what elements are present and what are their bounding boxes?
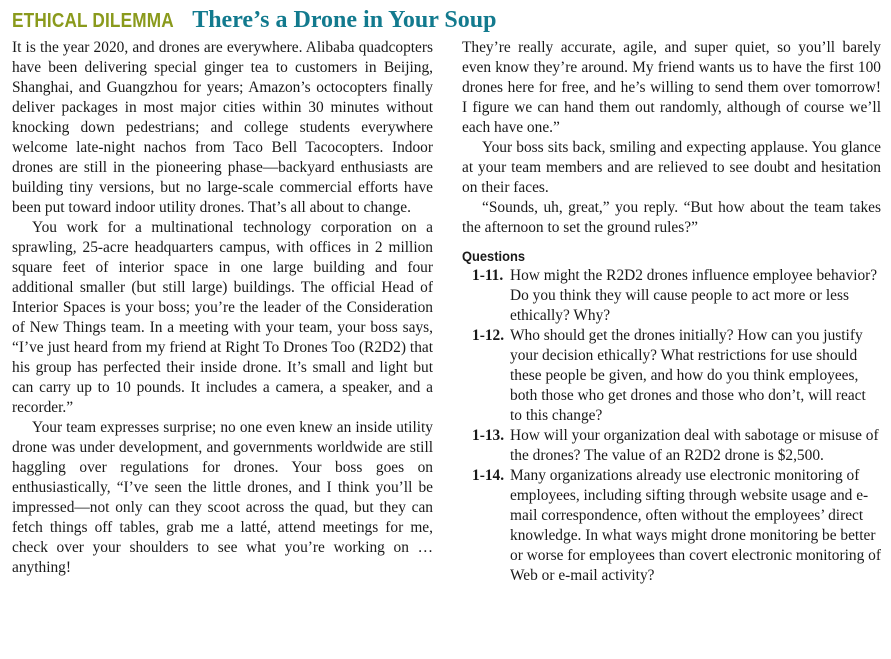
question-text: How might the R2D2 drones influence employee behavior? Do you think they will cause people to act more or less ethically? Why? — [510, 267, 878, 324]
question-item — [462, 426, 881, 466]
question-item — [462, 466, 881, 586]
body-paragraph: They’re really accurate, agile, and super quiet, so you’ll barely even know they’re around. My friend wants us to have the first 100 drones here for free, and he’s willing to send them over tomorrow! I figure we can hand them out randomly, although of course we’ll each have one.” — [462, 39, 881, 136]
feature-header — [12, 6, 881, 36]
body-paragraph: Your boss sits back, smiling and expecting applause. You glance at your team members and are relieved to see doubt and hesitation on their faces. — [462, 139, 881, 196]
left-column — [12, 38, 433, 578]
question-number: 1-14. — [472, 467, 505, 484]
question-text: Many organizations already use electronic monitoring of employees, including sifting through website usage and e-mail correspondence, often without the employees’ direct knowledge. In what ways might drone monitoring be better or worse for employees than covert electronic monitoring of Web or e-mail activity? — [510, 467, 881, 584]
feature-kicker: ETHICAL DILEMMA — [12, 10, 174, 32]
question-number: 1-12. — [472, 327, 505, 344]
body-paragraph: You work for a multinational technology corporation on a sprawling, 25-acre headquarters campus, with offices in 2 million square feet of interior space in one large building and four additional smaller (but still large) buildings. The official Head of Interior Spaces is your boss; you’re the leader of the Consideration of New Things team. In a meeting with your team, your boss says, “I’ve just heard from my friend at Right To Drones Too (R2D2) that his group has perfected their inside drone. It’s small and light but can carry up to 10 pounds. It includes a camera, a speaker, and a recorder.” — [12, 219, 433, 416]
questions-list — [462, 266, 881, 586]
questions-heading: Questions — [462, 248, 525, 264]
question-item — [462, 326, 881, 426]
question-number: 1-11. — [472, 267, 504, 284]
right-column — [462, 38, 881, 586]
body-paragraph: Your team expresses surprise; no one even knew an inside utility drone was under development, and governments worldwide are still haggling over regulations for drones. Your boss goes on enthusiastically, “I’ve seen the little drones, and I think you’ll be impressed—not only can they scoot across the quad, but they can fetch things off tables, grab me a latté, attend meetings for me, check over your shoulders to see what you’re working on … anything! — [12, 419, 433, 576]
body-paragraph: “Sounds, uh, great,” you reply. “But how about the team takes the afternoon to set the ground rules?” — [462, 199, 881, 236]
body-paragraph: It is the year 2020, and drones are everywhere. Alibaba quadcopters have been delivering special ginger tea to customers in Beijing, Shanghai, and Guangzhou for years; Amazon’s octocopters finally deliver packages in most major cities within 30 minutes without knocking down pedestrians; and college students everywhere welcome late-night nachos from Taco Bell Tacocopters. Indoor drones are still in the pioneering phase—backyard enthusiasts are building tiny versions, but no large-scale commercial efforts have been put toward indoor utility drones. That’s all about to change. — [12, 39, 433, 216]
question-number: 1-13. — [472, 427, 505, 444]
question-item — [462, 266, 881, 326]
question-text: Who should get the drones initially? How can you justify your decision ethically? What restrictions for use should these people be given, and how do you think employees, both those who get drones and those who don’t, will react to this change? — [510, 327, 866, 424]
feature-title: There’s a Drone in Your Soup — [192, 7, 497, 33]
question-text: How will your organization deal with sabotage or misuse of the drones? The value of an R2D2 drone is $2,500. — [510, 427, 879, 464]
